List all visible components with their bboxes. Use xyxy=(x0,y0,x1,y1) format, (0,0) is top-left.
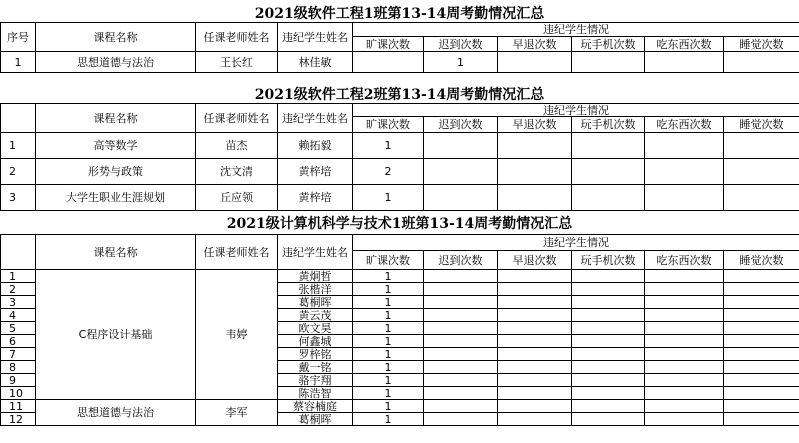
header-violation-group: 违纪学生情况 xyxy=(353,104,799,117)
table-row xyxy=(1,52,799,73)
row-count-5 xyxy=(724,283,799,296)
row-count-4 xyxy=(645,348,724,361)
row-count-2 xyxy=(498,387,572,400)
row-count-2 xyxy=(498,159,572,185)
row-student: 葛桐晖 xyxy=(278,413,353,426)
row-count-1 xyxy=(424,413,498,426)
row-count-3 xyxy=(572,348,645,361)
row-count-3 xyxy=(572,270,645,283)
row-course: 思想道德与法治 xyxy=(36,400,196,426)
section-2-table xyxy=(0,103,799,211)
header-sub-1: 迟到次数 xyxy=(424,37,498,52)
row-count-2 xyxy=(498,335,572,348)
header-sub-2: 早退次数 xyxy=(498,117,572,133)
row-count-1 xyxy=(424,387,498,400)
row-seq: 7 xyxy=(1,348,36,361)
row-count-4 xyxy=(645,283,724,296)
row-student: 葛桐晖 xyxy=(278,296,353,309)
header-seq xyxy=(1,235,36,270)
row-student: 黄梓培 xyxy=(278,159,353,185)
row-count-0: 1 xyxy=(353,361,424,374)
row-course: 大学生职业生涯规划 xyxy=(36,185,196,211)
row-teacher: 李军 xyxy=(196,400,278,426)
header-student: 违纪学生姓名 xyxy=(278,23,353,52)
row-count-3 xyxy=(572,335,645,348)
header-sub-3: 玩手机次数 xyxy=(572,251,645,270)
row-count-1 xyxy=(424,283,498,296)
row-seq: 1 xyxy=(1,133,36,159)
row-count-3 xyxy=(572,361,645,374)
row-count-4 xyxy=(645,387,724,400)
row-count-5 xyxy=(724,400,799,413)
row-teacher: 苗杰 xyxy=(196,133,278,159)
row-student: 罗梓铭 xyxy=(278,348,353,361)
row-count-3 xyxy=(572,413,645,426)
header-sub-5: 睡觉次数 xyxy=(724,251,799,270)
row-count-3 xyxy=(572,52,645,73)
row-count-5 xyxy=(724,361,799,374)
row-student: 黄炯哲 xyxy=(278,270,353,283)
section-3-table xyxy=(0,234,799,426)
row-count-0: 1 xyxy=(353,270,424,283)
header-sub-1: 迟到次数 xyxy=(424,251,498,270)
header-sub-3: 玩手机次数 xyxy=(572,117,645,133)
row-count-1 xyxy=(424,400,498,413)
row-count-1 xyxy=(424,348,498,361)
row-count-0: 1 xyxy=(353,185,424,211)
row-count-4 xyxy=(645,159,724,185)
header-sub-2: 早退次数 xyxy=(498,251,572,270)
row-count-3 xyxy=(572,159,645,185)
header-violation-group: 违纪学生情况 xyxy=(353,23,799,37)
row-count-1 xyxy=(424,185,498,211)
row-teacher: 丘应领 xyxy=(196,185,278,211)
row-count-4 xyxy=(645,309,724,322)
row-count-4 xyxy=(645,413,724,426)
row-count-1 xyxy=(424,374,498,387)
row-seq: 11 xyxy=(1,400,36,413)
row-count-4 xyxy=(645,322,724,335)
row-count-2 xyxy=(498,361,572,374)
header-seq xyxy=(1,104,36,133)
header-sub-0: 旷课次数 xyxy=(353,117,424,133)
header-course: 课程名称 xyxy=(36,104,196,133)
row-seq: 2 xyxy=(1,159,36,185)
row-student: 何鑫城 xyxy=(278,335,353,348)
row-course: C程序设计基础 xyxy=(36,270,196,400)
row-count-1 xyxy=(424,361,498,374)
row-count-3 xyxy=(572,400,645,413)
row-count-2 xyxy=(498,348,572,361)
row-count-5 xyxy=(724,52,799,73)
header-violation-group: 违纪学生情况 xyxy=(353,235,799,251)
row-teacher: 王长红 xyxy=(196,52,278,73)
row-count-0: 1 xyxy=(353,400,424,413)
header-sub-0: 旷课次数 xyxy=(353,37,424,52)
row-seq: 4 xyxy=(1,309,36,322)
section-3-title: 2021级计算机科学与技术1班第13-14周考勤情况汇总 xyxy=(226,216,573,232)
row-count-4 xyxy=(645,361,724,374)
row-count-1: 1 xyxy=(424,52,498,73)
header-sub-5: 睡觉次数 xyxy=(724,117,799,133)
row-student: 蔡容楠庭 xyxy=(278,400,353,413)
row-seq: 1 xyxy=(1,270,36,283)
row-student: 欧文昊 xyxy=(278,322,353,335)
row-student: 戴一铭 xyxy=(278,361,353,374)
row-count-2 xyxy=(498,283,572,296)
table-row xyxy=(1,159,799,185)
row-count-0: 1 xyxy=(353,348,424,361)
row-count-2 xyxy=(498,185,572,211)
row-count-4 xyxy=(645,374,724,387)
row-count-0: 1 xyxy=(353,374,424,387)
row-count-5 xyxy=(724,159,799,185)
row-count-3 xyxy=(572,296,645,309)
section-1-table xyxy=(0,22,799,73)
row-count-0: 1 xyxy=(353,413,424,426)
row-count-2 xyxy=(498,133,572,159)
row-count-5 xyxy=(724,348,799,361)
table-row xyxy=(1,270,799,283)
row-count-4 xyxy=(645,270,724,283)
header-sub-4: 吃东西次数 xyxy=(645,117,724,133)
row-course: 形势与政策 xyxy=(36,159,196,185)
row-course: 思想道德与法治 xyxy=(36,52,196,73)
row-count-0: 1 xyxy=(353,335,424,348)
row-count-0: 1 xyxy=(353,309,424,322)
row-student: 黄云茂 xyxy=(278,309,353,322)
row-count-3 xyxy=(572,283,645,296)
section-1-title: 2021级软件工程1班第13-14周考勤情况汇总 xyxy=(254,6,545,22)
row-count-1 xyxy=(424,133,498,159)
row-count-5 xyxy=(724,335,799,348)
row-student: 陈浩智 xyxy=(278,387,353,400)
header-student: 违纪学生姓名 xyxy=(278,104,353,133)
row-seq: 3 xyxy=(1,185,36,211)
row-count-5 xyxy=(724,387,799,400)
row-count-2 xyxy=(498,52,572,73)
row-count-1 xyxy=(424,309,498,322)
row-count-3 xyxy=(572,309,645,322)
row-seq: 12 xyxy=(1,413,36,426)
header-sub-3: 玩手机次数 xyxy=(572,37,645,52)
header-sub-0: 旷课次数 xyxy=(353,251,424,270)
row-count-2 xyxy=(498,322,572,335)
row-count-5 xyxy=(724,185,799,211)
row-count-4 xyxy=(645,52,724,73)
row-count-5 xyxy=(724,309,799,322)
row-count-1 xyxy=(424,296,498,309)
header-course: 课程名称 xyxy=(36,23,196,52)
row-seq: 10 xyxy=(1,387,36,400)
row-count-4 xyxy=(645,335,724,348)
table-row xyxy=(1,400,799,413)
row-count-5 xyxy=(724,133,799,159)
header-teacher: 任课老师姓名 xyxy=(196,23,278,52)
row-count-2 xyxy=(498,400,572,413)
row-count-5 xyxy=(724,374,799,387)
row-teacher: 沈文清 xyxy=(196,159,278,185)
row-count-2 xyxy=(498,270,572,283)
row-count-5 xyxy=(724,322,799,335)
row-student: 黄梓培 xyxy=(278,185,353,211)
row-seq: 9 xyxy=(1,374,36,387)
row-seq: 2 xyxy=(1,283,36,296)
header-teacher: 任课老师姓名 xyxy=(196,235,278,270)
row-count-0: 1 xyxy=(353,387,424,400)
row-count-0: 1 xyxy=(353,322,424,335)
header-sub-2: 早退次数 xyxy=(498,37,572,52)
row-count-0 xyxy=(353,52,424,73)
header-sub-4: 吃东西次数 xyxy=(645,251,724,270)
row-student: 林佳敏 xyxy=(278,52,353,73)
header-sub-4: 吃东西次数 xyxy=(645,37,724,52)
row-count-0: 1 xyxy=(353,133,424,159)
row-teacher: 韦婷 xyxy=(196,270,278,400)
row-count-3 xyxy=(572,374,645,387)
header-student: 违纪学生姓名 xyxy=(278,235,353,270)
header-teacher: 任课老师姓名 xyxy=(196,104,278,133)
section-2-title: 2021级软件工程2班第13-14周考勤情况汇总 xyxy=(254,87,545,103)
row-seq: 8 xyxy=(1,361,36,374)
row-count-3 xyxy=(572,387,645,400)
row-count-3 xyxy=(572,133,645,159)
row-count-3 xyxy=(572,322,645,335)
row-count-1 xyxy=(424,335,498,348)
row-count-0: 1 xyxy=(353,296,424,309)
header-sub-5: 睡觉次数 xyxy=(724,37,799,52)
row-count-1 xyxy=(424,270,498,283)
row-count-5 xyxy=(724,270,799,283)
row-count-4 xyxy=(645,296,724,309)
row-seq: 3 xyxy=(1,296,36,309)
row-count-5 xyxy=(724,296,799,309)
row-count-4 xyxy=(645,400,724,413)
row-student: 骆宇翔 xyxy=(278,374,353,387)
row-count-2 xyxy=(498,309,572,322)
row-count-0: 1 xyxy=(353,283,424,296)
row-count-0: 2 xyxy=(353,159,424,185)
header-sub-1: 迟到次数 xyxy=(424,117,498,133)
row-count-2 xyxy=(498,296,572,309)
row-count-4 xyxy=(645,185,724,211)
row-count-2 xyxy=(498,374,572,387)
row-count-5 xyxy=(724,413,799,426)
row-seq: 1 xyxy=(1,52,36,73)
row-count-3 xyxy=(572,185,645,211)
table-row xyxy=(1,185,799,211)
header-seq: 序号 xyxy=(1,23,36,52)
row-seq: 5 xyxy=(1,322,36,335)
row-count-4 xyxy=(645,133,724,159)
row-count-1 xyxy=(424,159,498,185)
row-student: 赖拓毅 xyxy=(278,133,353,159)
row-count-2 xyxy=(498,413,572,426)
table-row xyxy=(1,133,799,159)
row-course: 高等数学 xyxy=(36,133,196,159)
row-seq: 6 xyxy=(1,335,36,348)
row-count-1 xyxy=(424,322,498,335)
header-course: 课程名称 xyxy=(36,235,196,270)
row-student: 张楷洋 xyxy=(278,283,353,296)
